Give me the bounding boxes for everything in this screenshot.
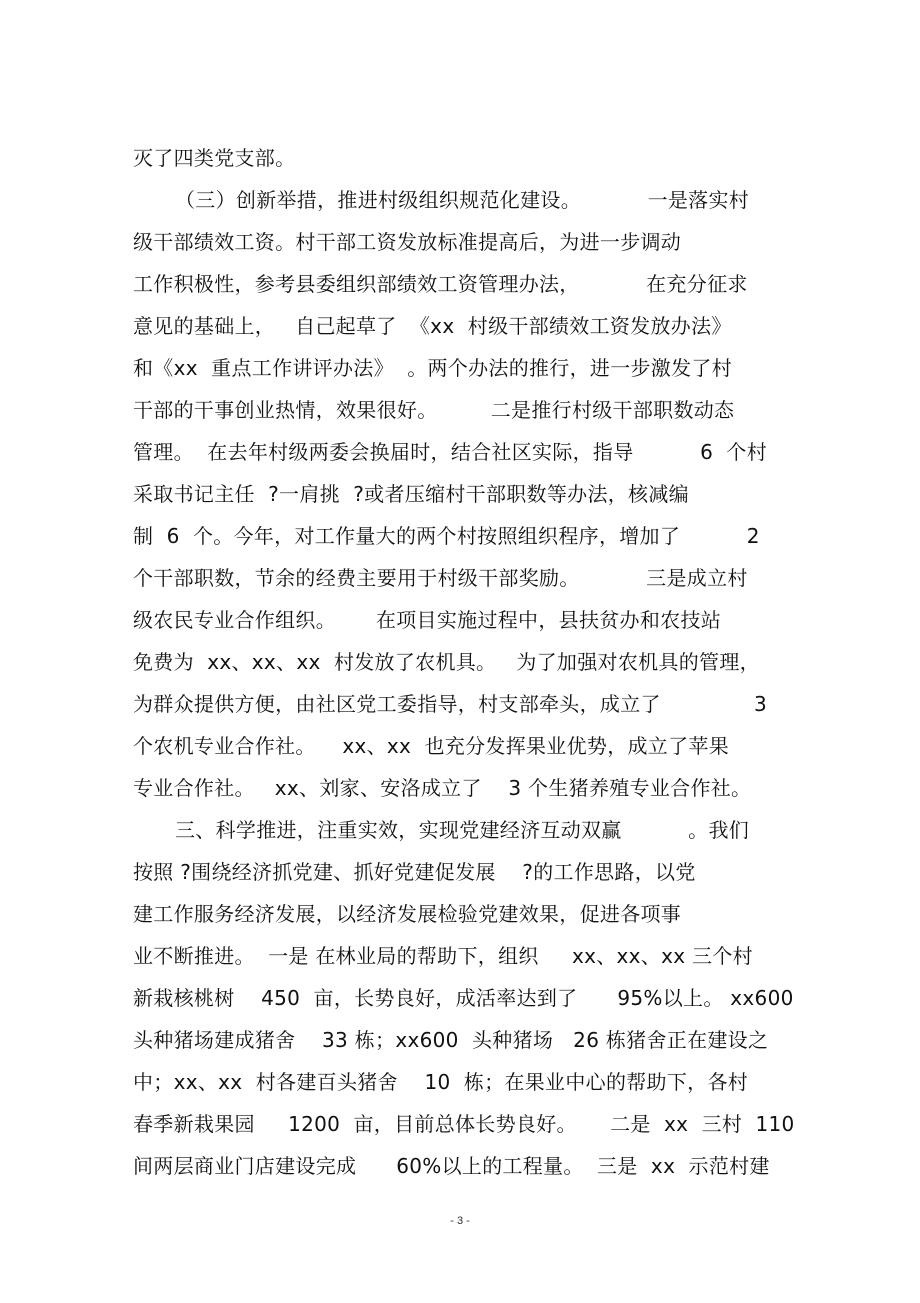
text-line: 级干部绩效工资。村干部工资发放标准提高后，为进一步调动 bbox=[133, 230, 682, 254]
text-line: 头种猪场建成猪舍 33 栋；xx600 头种猪场 26 栋猪舍正在建设之 bbox=[133, 1028, 769, 1052]
text-line: 专业合作社。 xx、刘家、安洛成立了 3 个生猪养殖专业合作社。 bbox=[133, 776, 752, 800]
text-line: 制 6 个。今年，对工作量大的两个村按照组织程序，增加了 2 bbox=[133, 524, 760, 548]
text-line: 业不断推进。 一是 在林业局的帮助下，组织 xx、xx、xx 三个村 bbox=[133, 944, 753, 968]
text-line: 意见的基础上， 自己起草了 《xx 村级干部绩效工资发放办法》 bbox=[133, 314, 732, 338]
text-line: 新栽核桃树 450 亩，长势良好，成活率达到了 95%以上。 xx600 bbox=[133, 986, 794, 1010]
text-line: 个干部职数，节余的经费主要用于村级干部奖励。 三是成立村 bbox=[133, 566, 748, 590]
text-line: 为群众提供方便，由社区党工委指导，村支部牵头，成立了 3 bbox=[133, 692, 768, 716]
text-line: 采取书记主任 ?一肩挑 ?或者压缩村干部职数等办法，核减编 bbox=[133, 482, 689, 506]
text-line: （三）创新举措，推进村级组织规范化建设。 一是落实村 bbox=[175, 188, 750, 212]
text-line: 按照 ?围绕经济抓党建、抓好党建促发展 ?的工作思路，以党 bbox=[133, 860, 696, 884]
text-line: 和《xx 重点工作讲评办法》 。两个办法的推行，进一步激发了村 bbox=[133, 356, 733, 380]
text-line: 灭了四类党支部。 bbox=[133, 146, 296, 170]
page-number: - 3 - bbox=[450, 1215, 470, 1227]
text-line: 中；xx、xx 村各建百头猪舍 10 栋；在果业中心的帮助下，各村 bbox=[133, 1070, 749, 1094]
text-line: 工作积极性，参考县委组织部绩效工资管理办法， 在充分征求 bbox=[133, 272, 748, 296]
text-line: 级农民专业合作组织。 在项目实施过程中，县扶贫办和农技站 bbox=[133, 608, 722, 632]
text-line: 管理。 在去年村级两委会换届时，结合社区实际，指导 6 个村 bbox=[133, 440, 768, 464]
text-line: 间两层商业门店建设完成 60%以上的工程量。 三是 xx 示范村建 bbox=[133, 1154, 770, 1178]
text-line: 个农机专业合作社。 xx、xx 也充分发挥果业优势，成立了苹果 bbox=[133, 734, 729, 758]
text-line: 建工作服务经济发展，以经济发展检验党建效果，促进各项事 bbox=[133, 902, 682, 926]
text-line: 免费为 xx、xx、xx 村发放了农机具。 为了加强对农机具的管理， bbox=[133, 650, 760, 674]
section-heading-line: 三、科学推进，注重实效，实现党建经济互动双赢 。我们 bbox=[175, 818, 750, 842]
text-line: 干部的干事创业热情，效果很好。 二是推行村级干部职数动态 bbox=[133, 398, 735, 422]
text-line: 春季新栽果园 1200 亩，目前总体长势良好。 二是 xx 三村 110 bbox=[133, 1112, 795, 1136]
